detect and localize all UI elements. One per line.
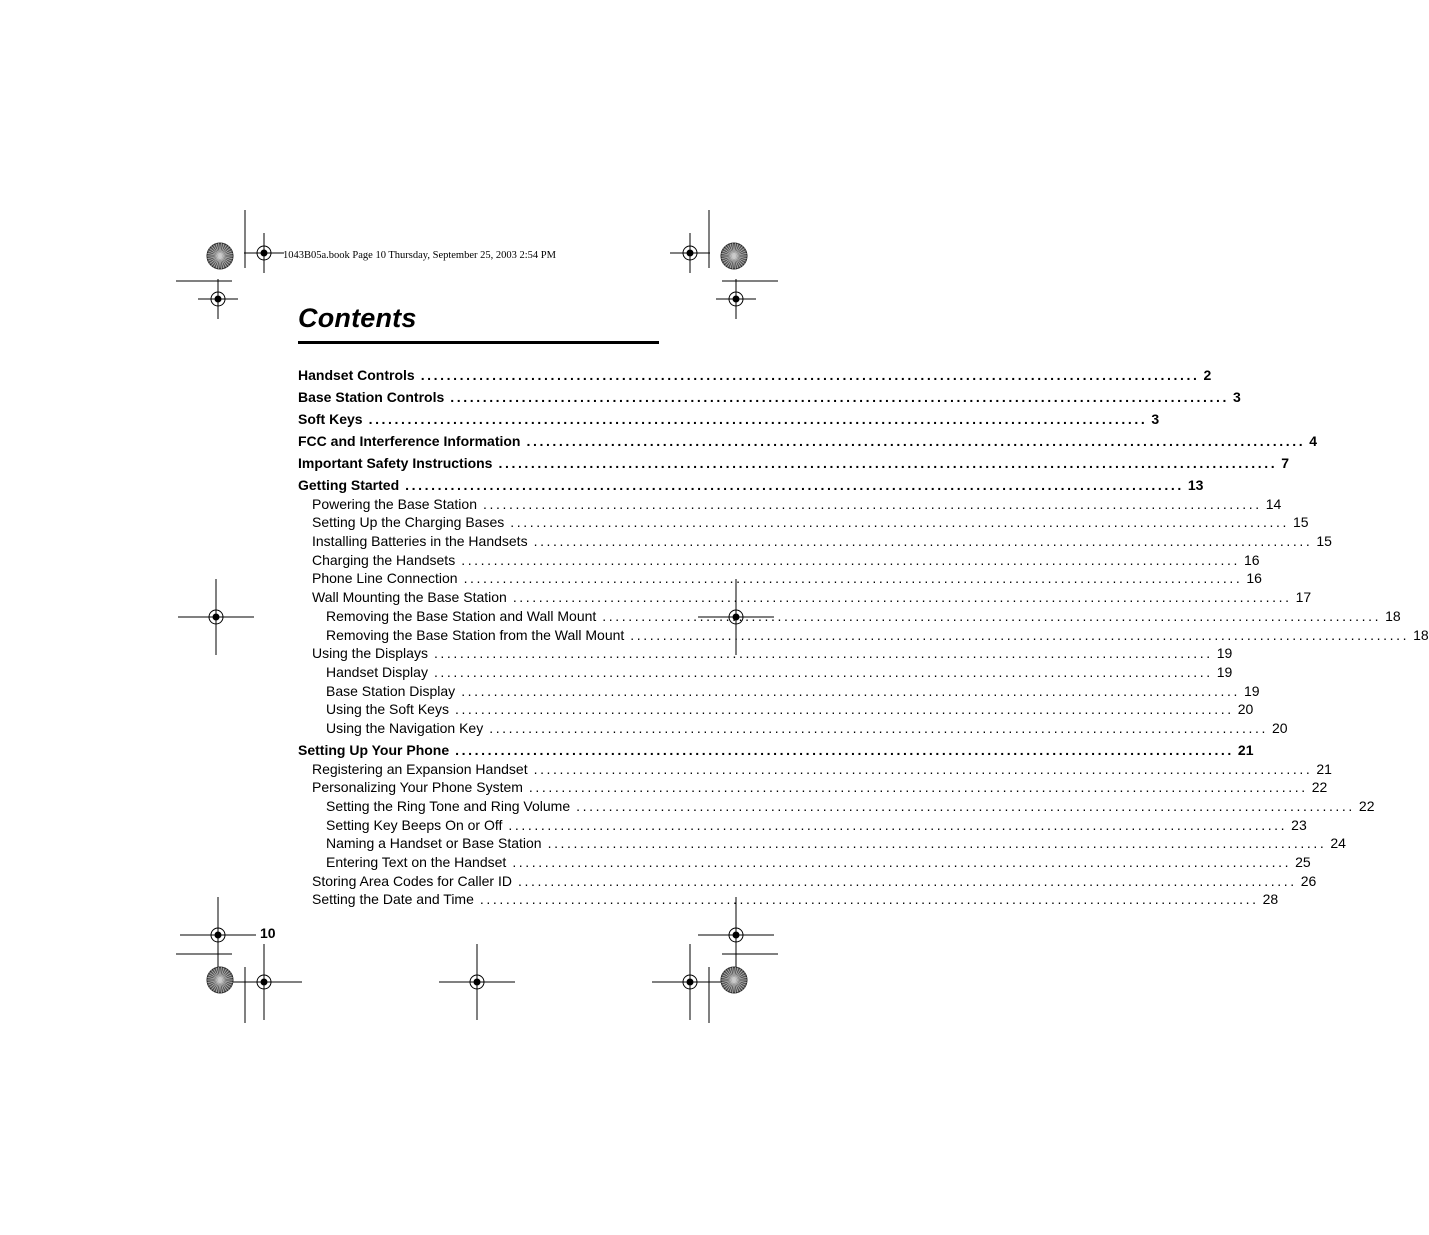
toc-entry-title: Personalizing Your Phone System [312,779,523,796]
dot-leader: ........................................................................................................................ [483,495,1262,512]
dot-leader: ........................................................................................................................ [533,760,1313,777]
dot-leader: ........................................................................................................................ [479,891,1259,908]
toc-entry-page: 28 [1262,891,1279,908]
title-rule [298,341,659,344]
dot-leader: ........................................................................................................................ [461,682,1240,699]
print-slug: 1043B05a.book Page 10 Thursday, September 25, 2003 2:54 PM [283,250,556,261]
toc-entry[interactable] [298,476,1204,495]
toc-entry-title: Wall Mounting the Base Station [312,589,507,606]
toc-entry-title: Setting Up the Charging Bases [312,514,505,531]
toc-entry[interactable] [298,588,1312,607]
dot-leader: ........................................................................................................................ [498,454,1278,471]
toc-entry-page: 25 [1295,854,1311,871]
toc-entry-page: 16 [1243,551,1260,568]
toc-entry-title: Removing the Base Station and Wall Mount [326,607,597,624]
toc-entry-page: 20 [1237,701,1254,718]
toc-entry[interactable] [298,797,1375,816]
toc-entry[interactable] [298,700,1254,719]
table-of-contents [298,366,1429,909]
toc-entry[interactable] [298,569,1262,588]
dot-leader: ........................................................................................................................ [463,570,1243,587]
toc-entry-page: 22 [1358,798,1375,815]
toc-entry[interactable] [298,388,1241,407]
toc-entry-page: 21 [1316,760,1332,777]
dot-leader: ........................................................................................................................ [528,779,1308,796]
toc-entry[interactable] [298,454,1290,473]
toc-entry-page: 19 [1216,645,1233,662]
toc-entry-page: 17 [1295,589,1312,606]
toc-entry[interactable] [298,551,1260,570]
toc-entry-title: Setting Up Your Phone [298,741,450,758]
toc-entry-page: 26 [1300,872,1317,889]
dot-leader: ........................................................................................................................ [508,816,1288,833]
dot-leader: ........................................................................................................................ [405,476,1184,493]
toc-entry[interactable] [298,760,1332,779]
dot-leader: ........................................................................................................................ [368,410,1148,427]
dot-leader: ........................................................................................................................ [512,589,1292,606]
dot-leader: ........................................................................................................................ [433,645,1213,662]
toc-entry[interactable] [298,816,1307,835]
toc-entry[interactable] [298,719,1288,738]
dot-leader: ........................................................................................................................ [533,533,1313,550]
toc-entry-title: Installing Batteries in the Handsets [312,533,528,550]
toc-entry-title: Important Safety Instructions [298,454,493,471]
dot-leader: ........................................................................................................................ [510,514,1289,531]
toc-entry-page: 3 [1151,410,1160,427]
toc-entry-page: 15 [1293,514,1309,531]
toc-entry-title: Using the Navigation Key [326,719,484,736]
dot-leader: ........................................................................................................................ [489,719,1268,736]
toc-entry-title: Setting Key Beeps On or Off [326,816,503,833]
toc-entry-title: Getting Started [298,476,400,493]
toc-entry-page: 20 [1271,719,1288,736]
dot-leader: ........................................................................................................................ [517,872,1297,889]
toc-entry-page: 21 [1237,741,1254,758]
toc-entry-title: Base Station Controls [298,388,445,405]
toc-entry-title: Setting the Date and Time [312,891,474,908]
dot-leader: ........................................................................................................................ [420,367,1200,383]
toc-entry[interactable] [298,663,1233,682]
toc-entry[interactable] [298,432,1318,451]
toc-entry[interactable] [298,644,1233,663]
toc-entry-page: 4 [1309,432,1318,449]
dot-leader: ........................................................................................................................ [450,388,1230,405]
toc-entry[interactable] [298,853,1311,872]
toc-entry-title: Handset Controls [298,367,415,383]
toc-entry-page: 19 [1216,663,1233,680]
dot-leader: ........................................................................................................................ [455,741,1234,758]
dot-leader: ........................................................................................................................ [454,701,1234,718]
toc-entry-title: FCC and Interference Information [298,432,521,449]
toc-entry-page: 3 [1233,388,1241,405]
toc-entry[interactable] [298,741,1254,760]
toc-entry-page: 15 [1316,533,1332,550]
dot-leader: ........................................................................................................................ [526,432,1306,449]
toc-entry-title: Storing Area Codes for Caller ID [312,872,512,889]
dot-leader: ........................................................................................................................ [433,663,1213,680]
toc-entry[interactable] [298,366,1212,385]
toc-entry-page: 24 [1330,835,1346,852]
toc-entry-title: Naming a Handset or Base Station [326,835,542,852]
toc-entry-page: 13 [1187,476,1204,493]
toc-entry-title: Registering an Expansion Handset [312,760,528,777]
toc-entry[interactable] [298,778,1328,797]
toc-entry[interactable] [298,607,1401,626]
toc-entry[interactable] [298,495,1282,514]
dot-leader: ........................................................................................................................ [630,626,1410,643]
toc-entry-title: Phone Line Connection [312,570,458,587]
toc-entry-title: Removing the Base Station from the Wall Mount [326,626,625,643]
dot-leader: ........................................................................................................................ [512,854,1292,871]
toc-entry-title: Powering the Base Station [312,495,477,512]
dot-leader: ........................................................................................................................ [602,607,1382,624]
dot-leader: ........................................................................................................................ [547,835,1327,852]
toc-entry-page: 7 [1281,454,1290,471]
dot-leader: ........................................................................................................................ [461,551,1240,568]
page-title: Contents [298,303,417,333]
dot-leader: ........................................................................................................................ [576,798,1355,815]
toc-entry[interactable] [298,682,1260,701]
toc-entry[interactable] [298,834,1346,853]
toc-entry-title: Setting the Ring Tone and Ring Volume [326,798,571,815]
toc-entry-page: 22 [1311,779,1328,796]
toc-entry-page: 2 [1203,367,1212,383]
toc-entry-title: Entering Text on the Handset [326,854,507,871]
toc-entry-page: 18 [1413,626,1429,643]
toc-entry[interactable] [298,890,1279,909]
toc-entry-page: 14 [1265,495,1282,512]
page-number: 10 [260,925,276,941]
toc-entry-page: 18 [1385,607,1401,624]
toc-entry[interactable] [298,410,1160,429]
toc-entry[interactable] [298,626,1429,645]
toc-entry-page: 16 [1246,570,1262,587]
toc-entry-title: Soft Keys [298,410,363,427]
toc-entry-title: Base Station Display [326,682,456,699]
toc-entry-title: Charging the Handsets [312,551,456,568]
toc-entry-title: Handset Display [326,663,428,680]
toc-entry-page: 19 [1243,682,1260,699]
toc-entry-title: Using the Displays [312,645,428,662]
toc-entry[interactable] [298,532,1332,551]
toc-entry-title: Using the Soft Keys [326,701,449,718]
toc-entry-page: 23 [1291,816,1307,833]
toc-entry[interactable] [298,513,1309,532]
toc-entry[interactable] [298,872,1317,891]
